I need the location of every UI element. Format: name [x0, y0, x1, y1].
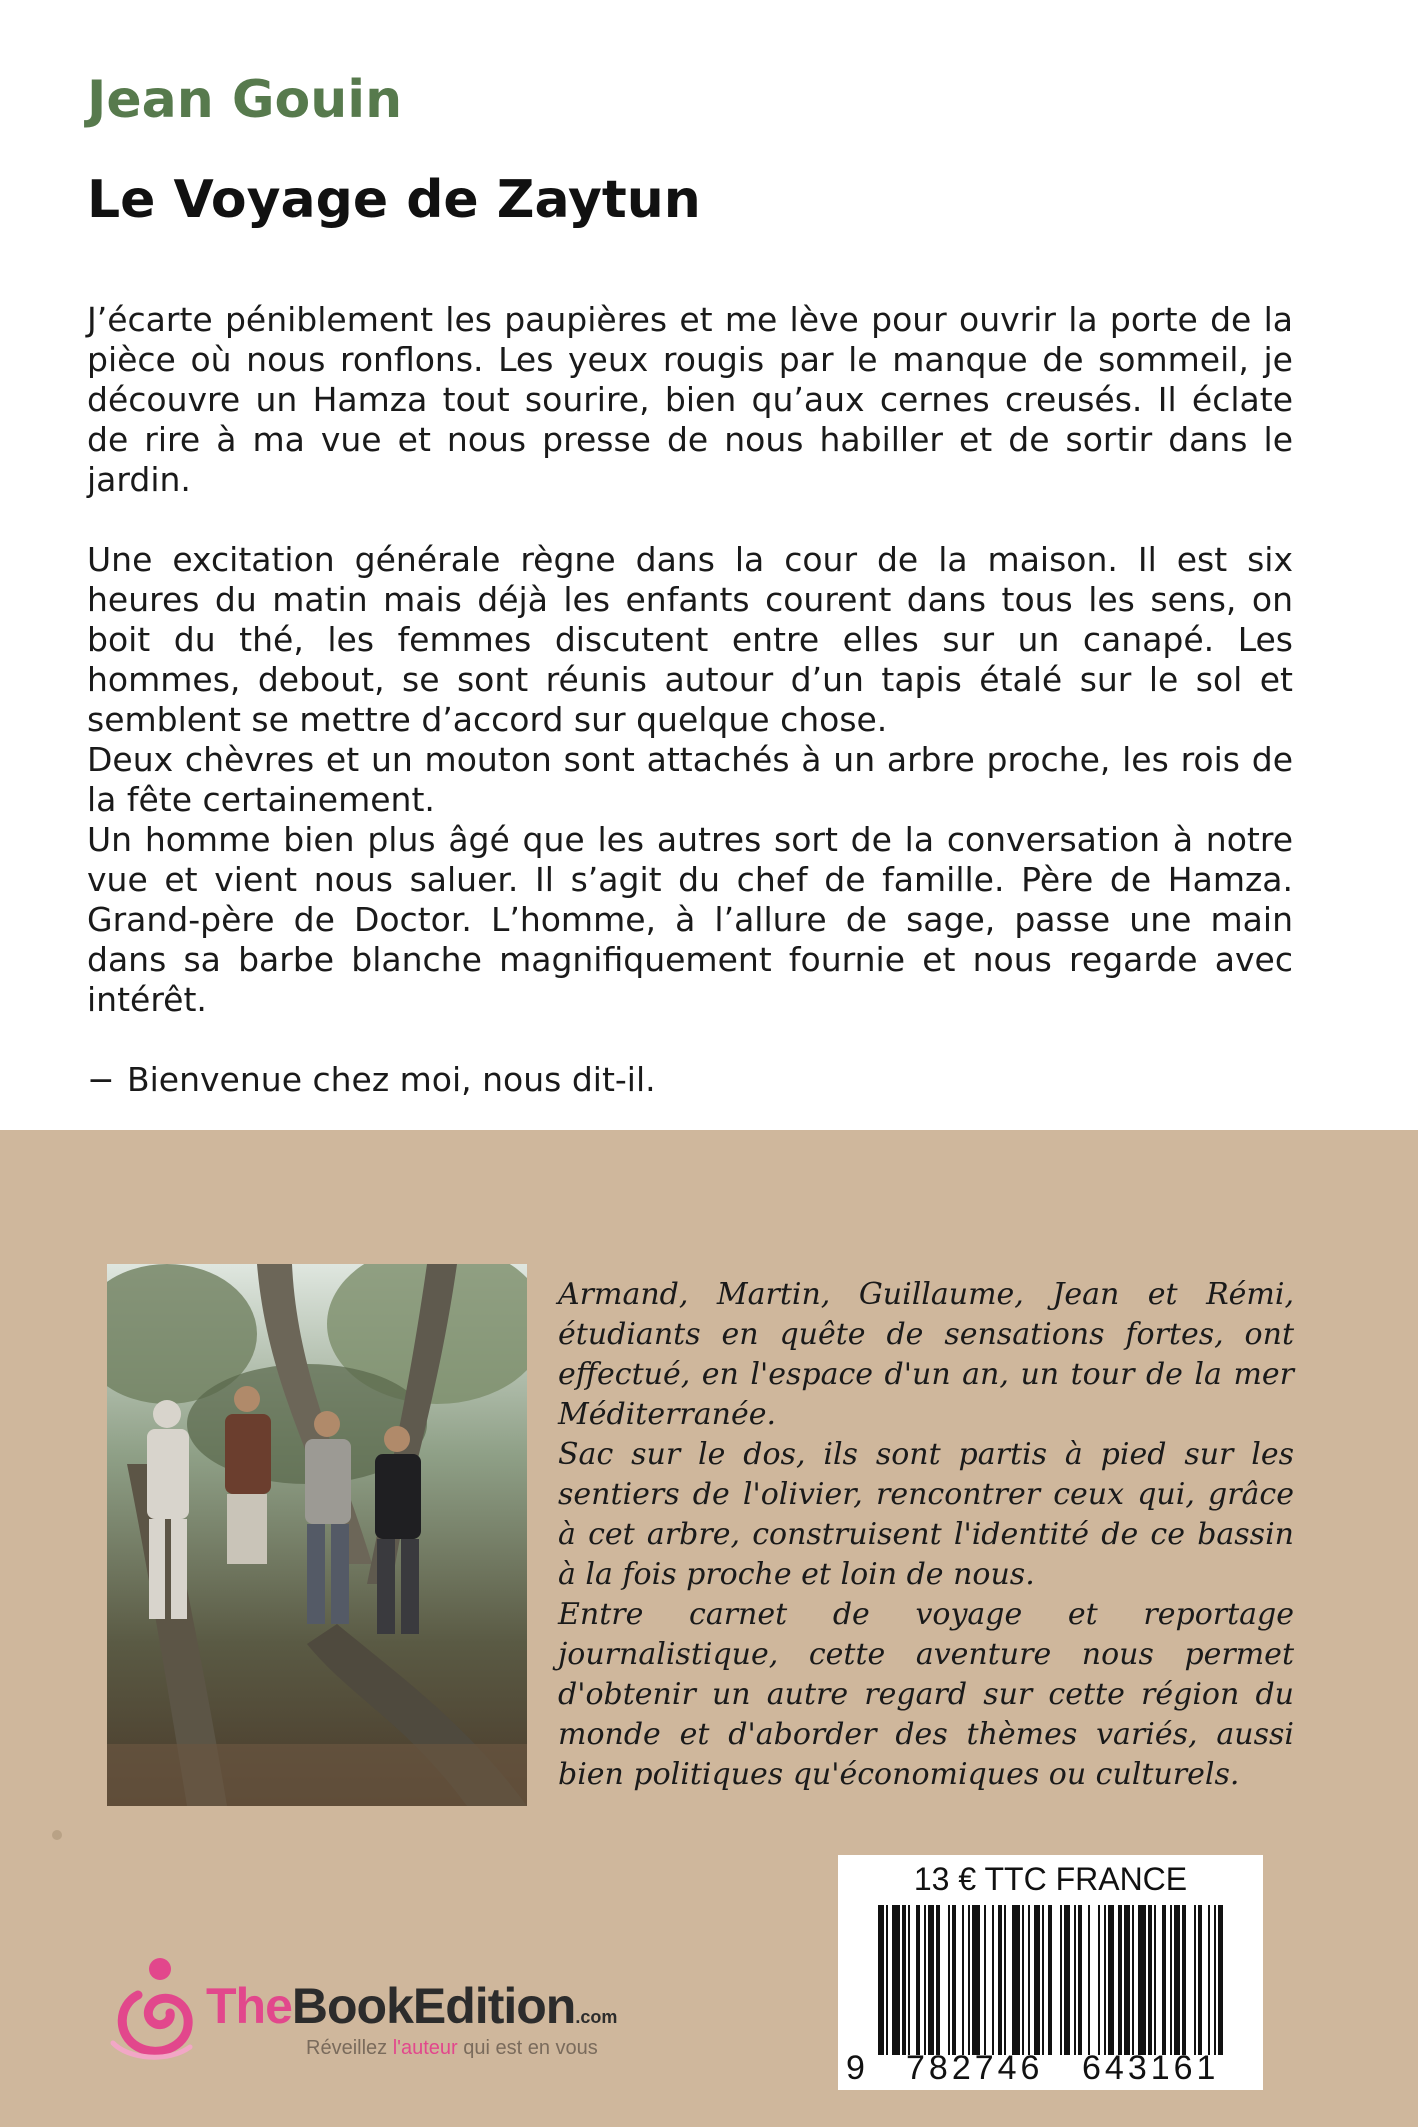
publisher-name-b: BookEdition [291, 1978, 576, 2034]
tagline-part: qui est en vous [457, 2037, 598, 2059]
isbn-first-digit: 9 [846, 2049, 865, 2087]
price-label: 13 € TTC FRANCE [913, 1861, 1188, 1897]
back-cover-blurb [558, 1275, 1294, 1795]
publisher-name-a: The [206, 1978, 292, 2034]
publisher-tagline [306, 2037, 598, 2060]
barcode-icon [878, 1905, 1223, 2055]
publisher-name [206, 1977, 617, 2035]
dialog-dash: − [87, 1060, 115, 1099]
excerpt-dialog [87, 1060, 1293, 1100]
excerpt-paragraph: Deux chèvres et un mouton sont attachés à un arbre proche, les rois de la fête certainement. [87, 740, 1293, 819]
blurb-paragraph: Armand, Martin, Guillaume, Jean et Rémi, étudiants en quête de sensations fortes, ont effectué, en l'espace d'un an, un tour de la mer Méditerranée. [558, 1277, 1294, 1432]
group-photo [107, 1264, 527, 1806]
publisher-tld: .com [575, 2007, 618, 2027]
book-title: Le Voyage de Zaytun [87, 170, 701, 230]
dialog-text: Bienvenue chez moi, nous dit-il. [127, 1060, 656, 1099]
isbn-left-group: 782746 [906, 2049, 1044, 2087]
excerpt-paragraph: Une excitation générale règne dans la cour de la maison. Il est six heures du matin mais déjà les enfants courent dans tous les sens, on boit du thé, les femmes discutent entre elles sur un canapé. Les hommes, debout, se sont réunis autour d’un tapis étalé sur le sol et semblent se mettre d’accord sur quelque chose. [87, 540, 1293, 739]
excerpt-paragraph: J’écarte péniblement les paupières et me lève pour ouvrir la porte de la pièce où nous ronflons. Les yeux rougis par le manque de sommeil, je découvre un Hamza tout sourire, bien qu’aux cernes creusés. Il éclate de rire à ma vue et nous presse de nous habiller et de sortir dans le jardin. [87, 300, 1293, 499]
barcode-label [838, 1855, 1263, 2090]
tagline-part: Réveillez [306, 2037, 393, 2059]
author-name: Jean Gouin [87, 70, 403, 130]
book-excerpt [87, 300, 1293, 1100]
excerpt-paragraph: Un homme bien plus âgé que les autres sort de la conversation à notre vue et vient nous saluer. Il s’agit du chef de famille. Père de Hamza. Grand-père de Doctor. L’homme, à l’allure de sage, passe une main dans sa barbe blanche magnifiquement fournie et nous regarde avec intérêt. [87, 820, 1293, 1019]
decorative-dot [52, 1830, 62, 1840]
publisher-logo [108, 1955, 708, 2075]
tagline-highlight: l'auteur [392, 2037, 458, 2059]
isbn-right-group: 643161 [1082, 2049, 1220, 2087]
blurb-paragraph: Sac sur le dos, ils sont partis à pied sur les sentiers de l'olivier, rencontrer ceux qui, grâce à cet arbre, construisent l'identité de ce bassin à la fois proche et loin de nous. [558, 1437, 1294, 1592]
group-photo-image [107, 1264, 527, 1806]
blurb-paragraph: Entre carnet de voyage et reportage journalistique, cette aventure nous permet d'obtenir un autre regard sur cette région du monde et d'aborder des thèmes variés, aussi bien politiques qu'économiques ou culturels. [558, 1597, 1294, 1792]
publisher-logo-icon [108, 1955, 204, 2065]
